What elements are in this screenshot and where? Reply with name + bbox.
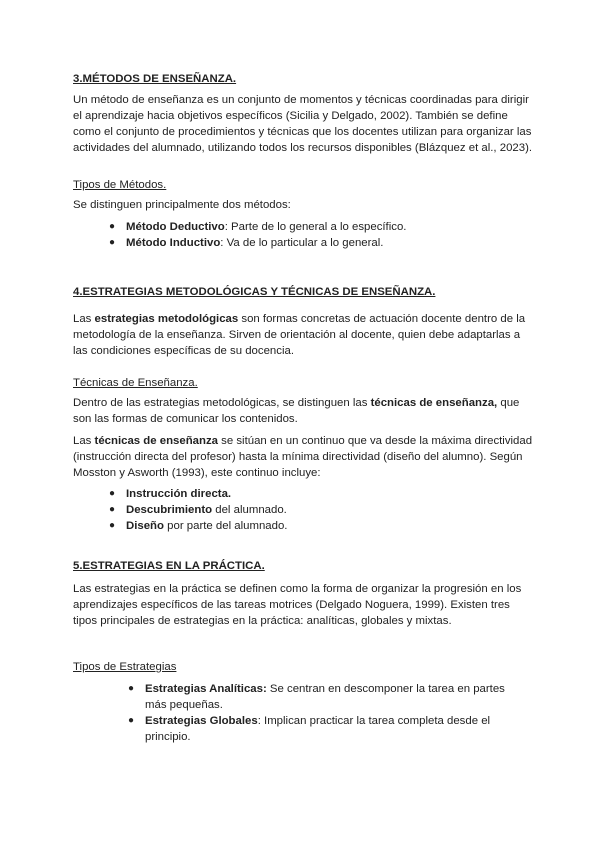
section-4-technique-list [109, 486, 546, 534]
text-run: que son las formas de comunicar los contenidos. [73, 397, 520, 425]
text-run-bold: técnicas de enseñanza [94, 435, 218, 447]
section-5-paragraph: Las estrategias en la práctica se definen como la forma de organizar la progresión en los aprendizajes específicos de las tareas motrices (Delgado Noguera, 1999). Existen tres tipos principales de estrategias en la práctica: analíticas, globales y mixtas. [73, 583, 522, 627]
section-3-subheading: Tipos de Métodos. [73, 179, 167, 191]
section-5-strategy-list [128, 681, 525, 745]
text-run: se sitúan en un continuo que va desde la máxima directividad (instrucción directa del profesor) hasta la mínima directividad (diseño del alumno). Según Mosston y Asworth (1993), este continuo incluye: [73, 435, 533, 479]
text-run-bold: estrategias metodológicas [94, 313, 239, 325]
bullet-icon: ● [128, 715, 135, 726]
section-3-method-list [109, 219, 546, 251]
list-item-bold: Método Deductivo [126, 221, 225, 233]
list-item-bold: Instrucción directa. [126, 488, 232, 500]
text-run: Las [73, 435, 95, 447]
text-run: Dentro de las estrategias metodológicas, se distinguen las [73, 397, 371, 409]
list-item-text: : Implican practicar la tarea completa desde el principio. [145, 715, 491, 743]
list-item [109, 518, 546, 534]
list-item-bold: Descubrimiento [126, 504, 213, 516]
list-item-text: Se centran en descomponer la tarea en partes más pequeñas. [145, 683, 505, 711]
bullet-icon: ● [109, 520, 116, 531]
section-4-heading: 4.ESTRATEGIAS METODOLÓGICAS Y TÉCNICAS DE ENSEÑANZA. [73, 286, 436, 298]
list-item [109, 235, 546, 251]
list-item-bold: Método Inductivo [126, 237, 221, 249]
list-item-text: : Va de lo particular a lo general. [220, 237, 384, 249]
section-3-heading: 3.MÉTODOS DE ENSEÑANZA. [73, 73, 237, 85]
section-5-subheading: Tipos de Estrategias [73, 661, 177, 673]
list-item [109, 486, 546, 502]
list-item [128, 713, 525, 745]
bullet-icon: ● [109, 221, 116, 232]
list-item-bold: Estrategias Analíticas: [145, 683, 267, 695]
section-5-heading: 5.ESTRATEGIAS EN LA PRÁCTICA. [73, 560, 265, 572]
text-run: son formas concretas de actuación docente dentro de la metodología de la enseñanza. Sirven de orientación al docente, quien debe adaptarlas a las condiciones específicas de su docencia. [73, 313, 526, 357]
bullet-icon: ● [109, 237, 116, 248]
list-item-text: : Parte de lo general a lo específico. [224, 221, 407, 233]
section-4-paragraph-1 [73, 311, 533, 359]
list-item [109, 219, 546, 235]
section-4-paragraph-2 [73, 395, 533, 427]
list-item-text: del alumnado. [212, 504, 287, 516]
text-run: Las [73, 313, 95, 325]
list-item [128, 681, 525, 713]
list-item-bold: Estrategias Globales [145, 715, 258, 727]
text-run-bold: técnicas de enseñanza, [370, 397, 498, 409]
bullet-icon: ● [128, 683, 135, 694]
bullet-icon: ● [109, 488, 116, 499]
section-3-lead: Se distinguen principalmente dos métodos: [73, 199, 291, 211]
list-item-bold: Diseño [126, 520, 164, 532]
bullet-icon: ● [109, 504, 116, 515]
list-item [109, 502, 546, 518]
section-4-paragraph-3 [73, 433, 533, 481]
section-4-subheading: Técnicas de Enseñanza. [73, 377, 198, 389]
list-item-text: por parte del alumnado. [163, 520, 288, 532]
section-3-intro: Un método de enseñanza es un conjunto de momentos y técnicas coordinadas para dirigir el aprendizaje hacia objetivos específicos (Sicilia y Delgado, 2002). También se define como el conjunto de procedimientos y técnicas que los docentes utilizan para organizar las actividades del alumnado, utilizando todos los recursos disponibles (Blázquez et al., 2023). [73, 94, 533, 154]
